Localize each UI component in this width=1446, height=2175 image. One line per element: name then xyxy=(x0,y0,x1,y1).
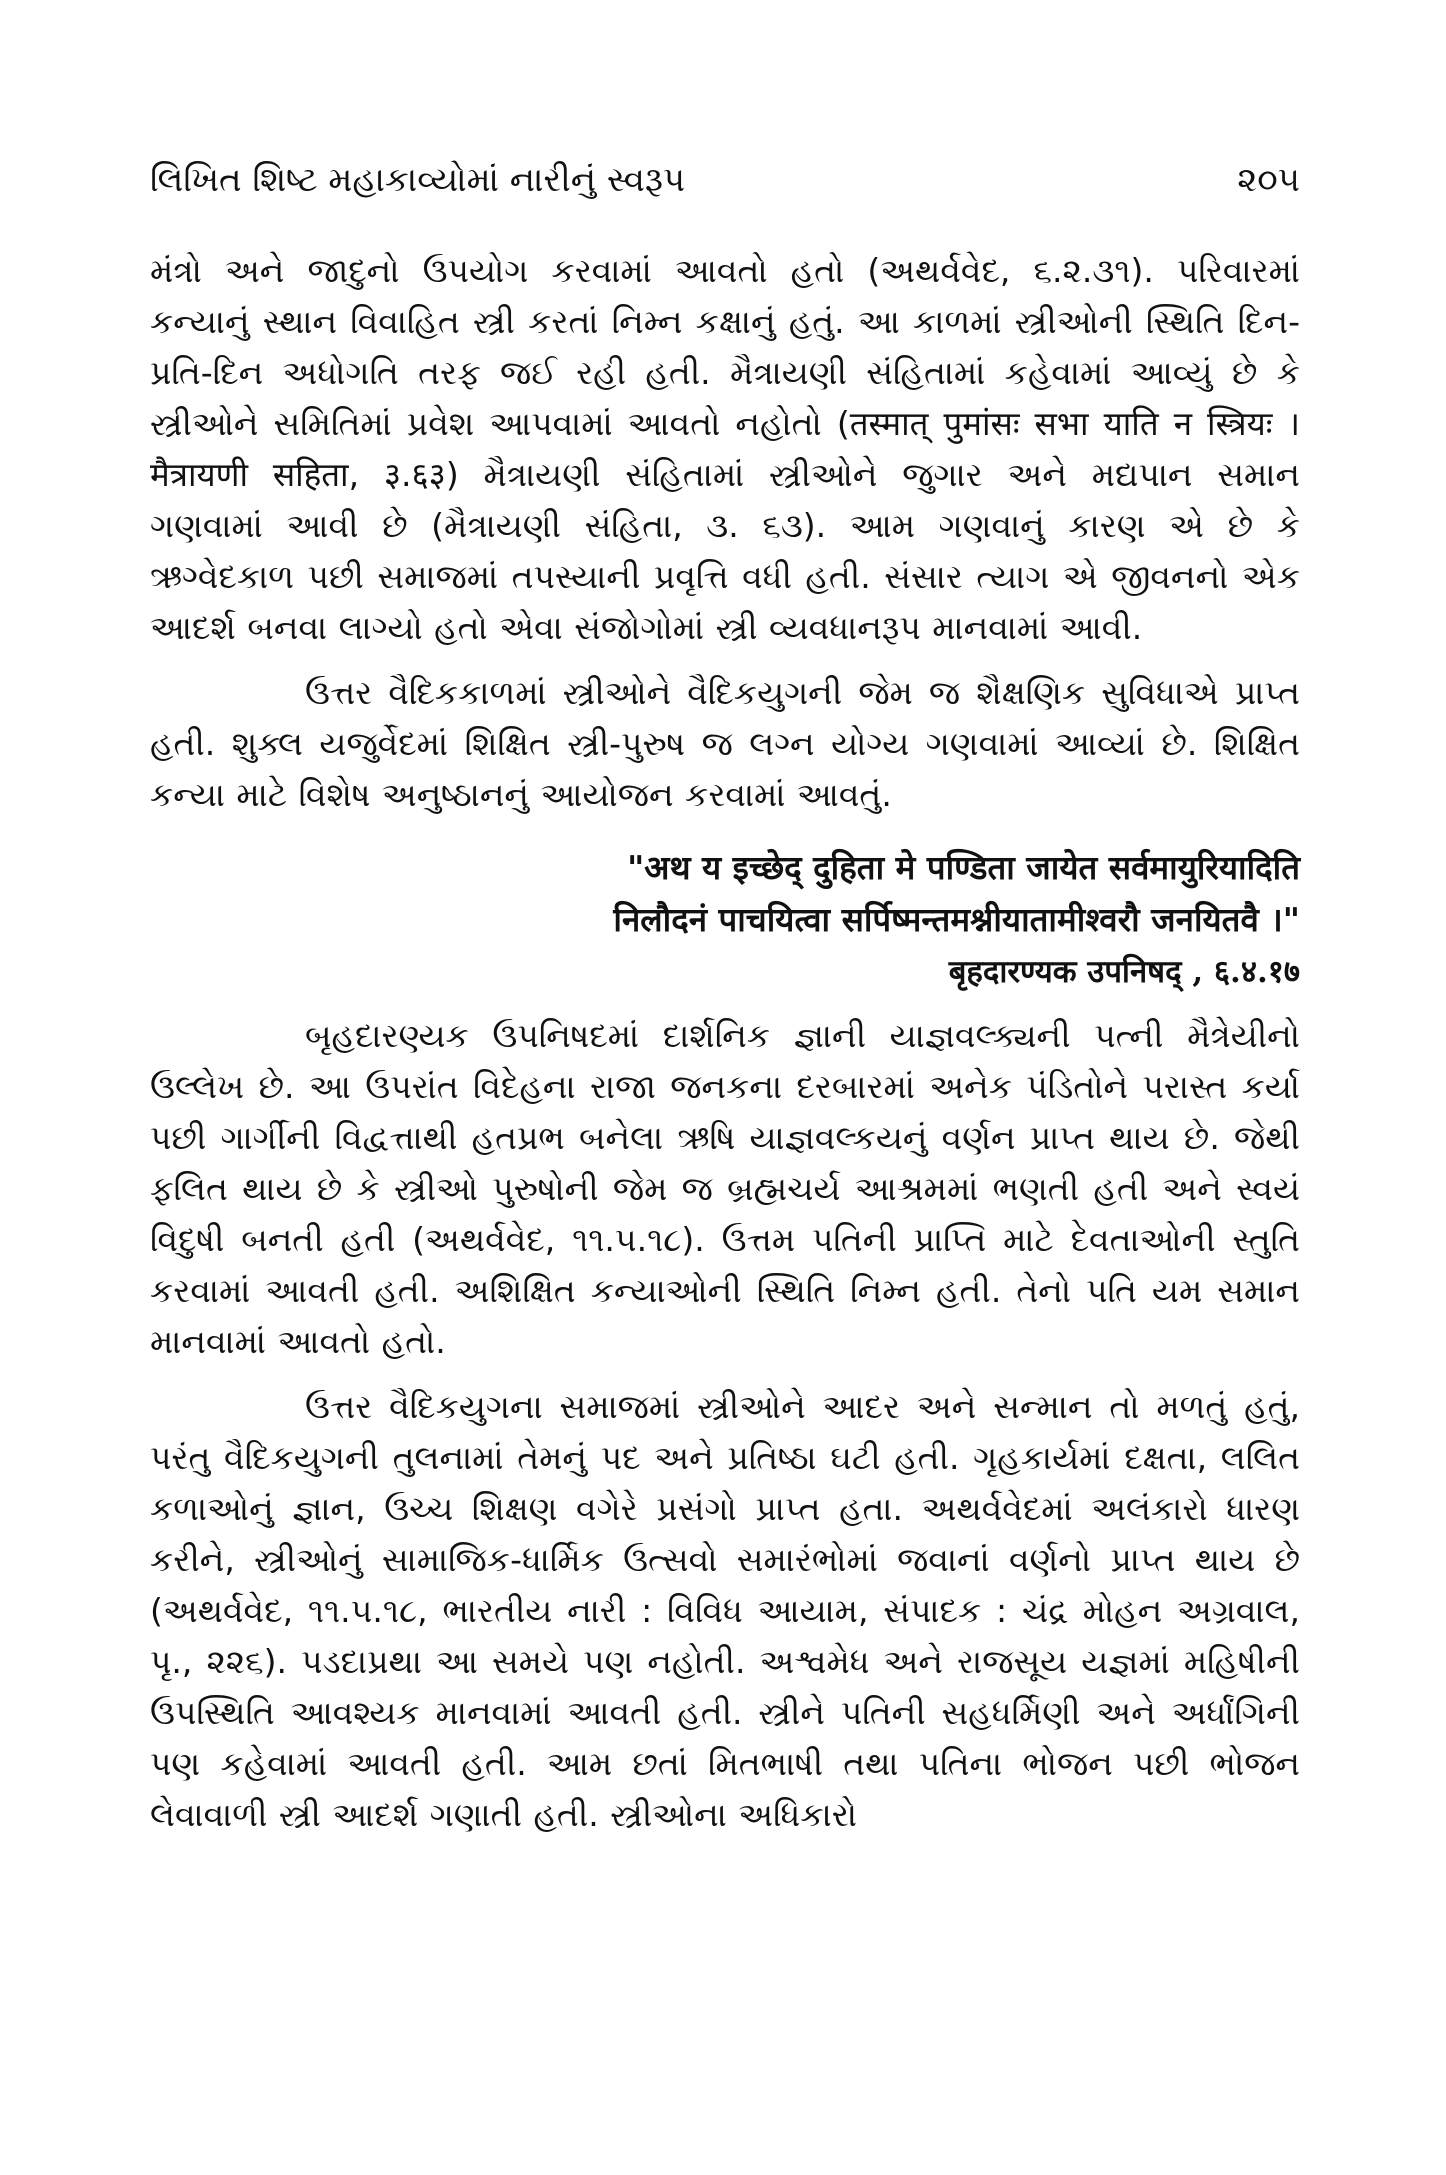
paragraph-4: ઉત્તર વૈદિકયુગના સમાજમાં સ્ત્રીઓને આદર અને સન્માન તો મળતું હતું, પરંતુ વૈદિકયુગની તુલનામાં તેમનું પદ અને પ્રતિષ્ઠા ઘટી હતી. ગૃહકાર્યમાં દક્ષતા, લલિત કળાઓનું જ્ઞાન, ઉચ્ચ શિક્ષણ વગેરે પ્રસંગો પ્રાપ્ત હતા. અથર્વવેદમાં અલંકારો ધારણ કરીને, સ્ત્રીઓનું સામાજિક-ધાર્મિક ઉત્સવો સમારંભોમાં જવાનાં વર્ણનો પ્રાપ્ત થાય છે (અથર્વવેદ, ૧૧.૫.૧૮, ભારતીય નારી : વિવિધ આયામ, સંપાદક : ચંદ્ર મોહન અગ્રવાલ, પૃ., ૨૨૬). પડદાપ્રથા આ સમયે પણ નહોતી. અશ્વમેધ અને રાજસૂય યજ્ઞમાં મહિષીની ઉપસ્થિતિ આવશ્યક માનવામાં આવતી હતી. સ્ત્રીને પતિની સહધર્મિણી અને અર્ધાંગિની પણ કહેવામાં આવતી હતી. આમ છતાં મિતભાષી તથા પતિના ભોજન પછી ભોજન લેવાવાળી સ્ત્રી આદર્શ ગણાતી હતી. સ્ત્રીઓના અધિકારો xyxy=(150,1387,1300,1834)
sanskrit-quote xyxy=(150,842,1300,998)
running-header xyxy=(150,160,1300,220)
page-body xyxy=(150,245,1300,1840)
header-title: લિખિત શિષ્ટ મહાકાવ્યોમાં નારીનું સ્વરૂપ xyxy=(150,160,686,200)
page-number: ૨૦૫ xyxy=(1237,160,1300,200)
quote-source: बृहदारण्यक उपनिषद् , ६.४.१७ xyxy=(948,954,1300,990)
document-page xyxy=(150,0,1300,2175)
paragraph-1: મંત્રો અને જાદુનો ઉપયોગ કરવામાં આવતો હતો (અથર્વવેદ, ૬.૨.૩૧). પરિવારમાં કન્યાનું સ્થાન વિવાહિત સ્ત્રી કરતાં નિમ્ન કક્ષાનું હતું. આ કાળમાં સ્ત્રીઓની સ્થિતિ દિન-પ્રતિ-દિન અધોગતિ તરફ જઈ રહી હતી. મૈત્રાયણી સંહિતામાં કહેવામાં આવ્યું છે કે સ્ત્રીઓને સમિતિમાં પ્રવેશ આપવામાં આવતો નહોતો (तस्मात् पुमांसः सभा याति न स्त्रियः । मैत्रायणी सहिता, ३.६३) મૈત્રાયણી સંહિતામાં સ્ત્રીઓને જુગાર અને મદ્યપાન સમાન ગણવામાં આવી છે (મૈત્રાયણી સંહિતા, ૩. ૬૩). આમ ગણવાનું કારણ એ છે કે ઋગ્વેદકાળ પછી સમાજમાં તપસ્યાની પ્રવૃત્તિ વધી હતી. સંસાર ત્યાગ એ જીવનનો એક આદર્શ બનવા લાગ્યો હતો એવા સંજોગોમાં સ્ત્રી વ્યવધાનરૂપ માનવામાં આવી. xyxy=(150,251,1300,647)
quote-line-2: निलौदनं पाचयित्वा सर्पिष्मन्तमश्नीयातामीश्वरौ जनयितवै ।" xyxy=(613,900,1300,939)
paragraph-3: બૃહદારણ્યક ઉપનિષદમાં દાર્શનિક જ્ઞાની યાજ્ઞવલ્ક્યની પત્ની મૈત્રેયીનો ઉલ્લેખ છે. આ ઉપરાંત વિદેહના રાજા જનકના દરબારમાં અનેક પંડિતોને પરાસ્ત કર્યા પછી ગાર્ગીની વિદ્વત્તાથી હતપ્રભ બનેલા ઋષિ યાજ્ઞવલ્કયનું વર્ણન પ્રાપ્ત થાય છે. જેથી ફલિત થાય છે કે સ્ત્રીઓ પુરુષોની જેમ જ બ્રહ્મચર્ય આશ્રમમાં ભણતી હતી અને સ્વયં વિદુષી બનતી હતી (અથર્વવેદ, ૧૧.૫.૧૮). ઉત્તમ પતિની પ્રાપ્તિ માટે દેવતાઓની સ્તુતિ કરવામાં આવતી હતી. અશિક્ષિત કન્યાઓની સ્થિતિ નિમ્ન હતી. તેનો પતિ યમ સમાન માનવામાં આવતો હતો. xyxy=(150,1016,1300,1361)
quote-line-1: "अथ य इच्छेद् दुहिता मे पण्डिता जायेत सर्वमायुरियादिति xyxy=(627,848,1300,887)
paragraph-2: ઉત્તર વૈદિકકાળમાં સ્ત્રીઓને વૈદિકયુગની જેમ જ શૈક્ષણિક સુવિધાએ પ્રાપ્ત હતી. શુક્લ યજુર્વેદમાં શિક્ષિત સ્ત્રી-પુરુષ જ લગ્ન યોગ્ય ગણવામાં આવ્યાં છે. શિક્ષિત કન્યા માટે વિશેષ અનુષ્ઠાનનું આયોજન કરવામાં આવતું. xyxy=(150,673,1300,814)
